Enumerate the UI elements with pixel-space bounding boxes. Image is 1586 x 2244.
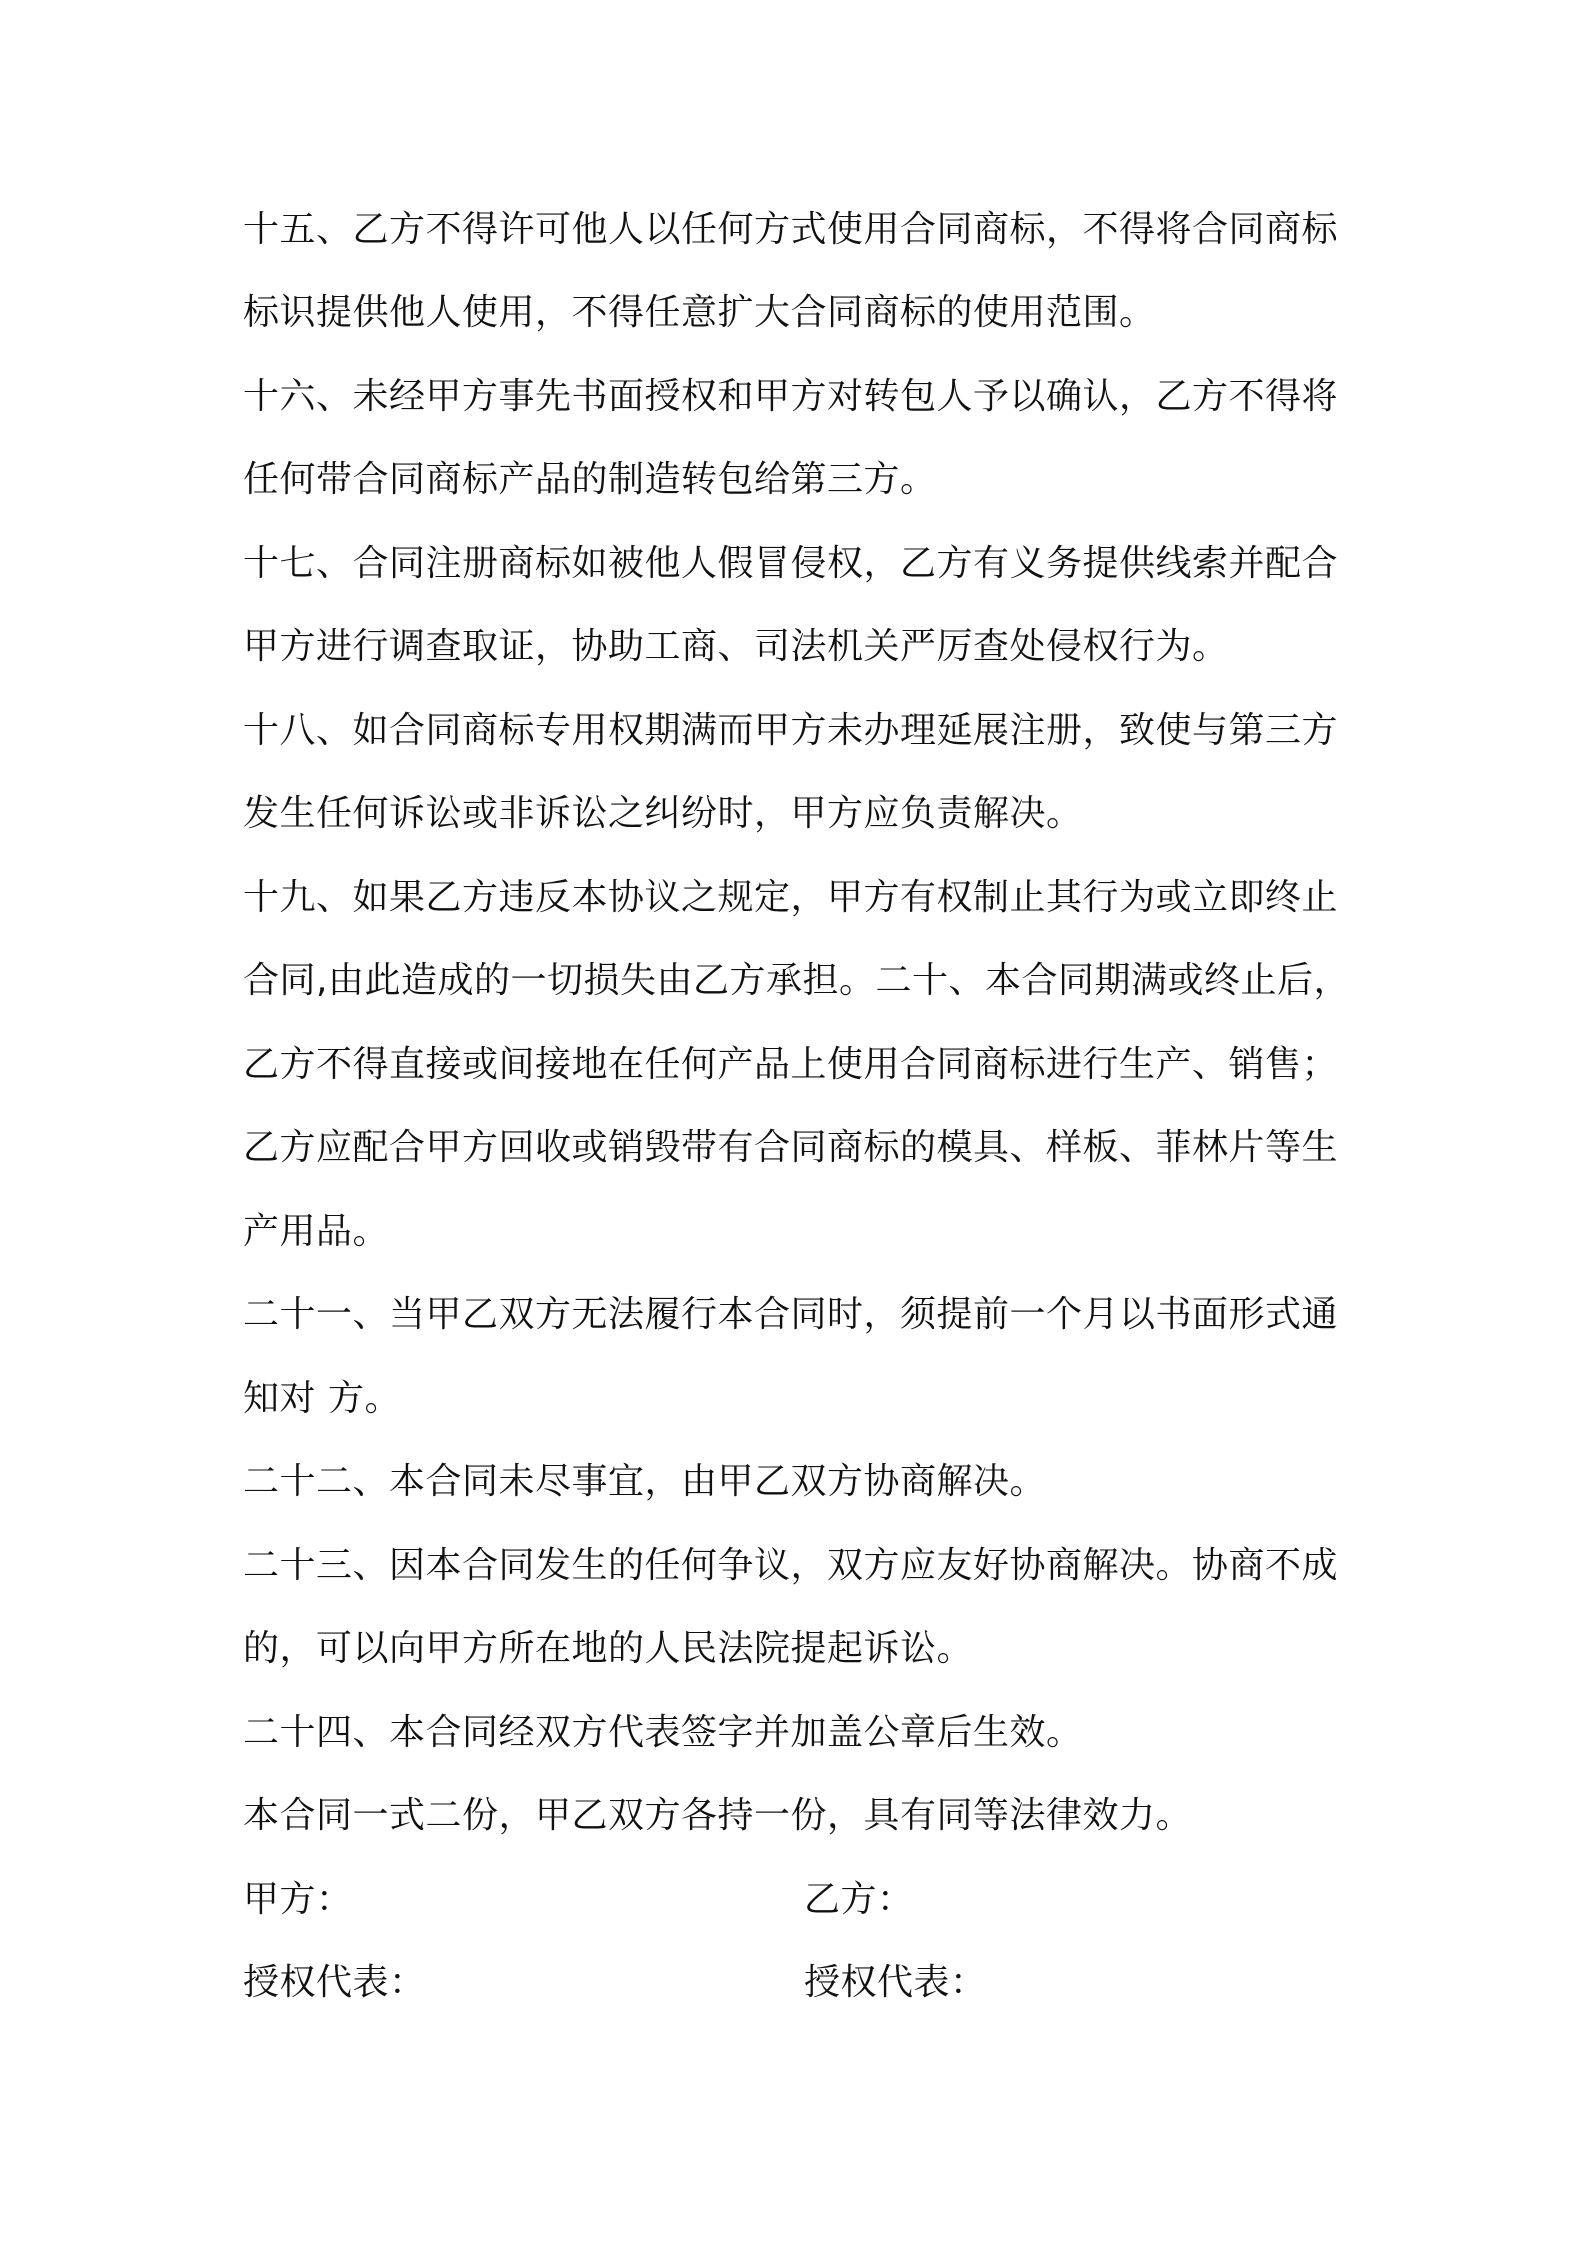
clause-21-line-1: 二十一、当甲乙双方无法履行本合同时，须提前一个月以书面形式通 (243, 1294, 1339, 1335)
clause-18-line-2: 发生任何诉讼或非诉讼之纠纷时，甲方应负责解决。 (243, 793, 1083, 834)
party-b-rep-label: 授权代表： (804, 1962, 987, 2003)
clause-15-line-2: 标识提供他人使用，不得任意扩大合同商标的使用范围。 (243, 292, 1156, 333)
party-a-rep-label: 授权代表： (243, 1962, 426, 2003)
clause-17-line-2: 甲方进行调查取证，协助工商、司法机关严厉查处侵权行为。 (243, 626, 1229, 667)
copies-statement: 本合同一式二份，甲乙双方各持一份，具有同等法律效力。 (243, 1795, 1193, 1836)
party-a-label: 甲方： (243, 1879, 353, 1920)
clause-22-line-1: 二十二、本合同未尽事宜，由甲乙双方协商解决。 (243, 1461, 1047, 1502)
clause-16-line-1: 十六、未经甲方事先书面授权和甲方对转包人予以确认，乙方不得将 (243, 376, 1339, 417)
clause-19-line-3: 乙方不得直接或间接地在任何产品上使用合同商标进行生产、销售； (243, 1044, 1339, 1085)
clause-23-line-2: 的，可以向甲方所在地的人民法院提起诉讼。 (243, 1628, 974, 1669)
clause-19-line-5: 产用品。 (243, 1211, 390, 1252)
clause-16-line-2: 任何带合同商标产品的制造转包给第三方。 (243, 459, 937, 500)
clause-18-line-1: 十八、如合同商标专用权期满而甲方未办理延展注册，致使与第三方 (243, 710, 1339, 751)
clause-19-line-2: 合同,由此造成的一切损失由乙方承担。二十、本合同期满或终止后， (243, 960, 1350, 1001)
clause-19-line-1: 十九、如果乙方违反本协议之规定，甲方有权制止其行为或立即终止 (243, 877, 1339, 918)
clause-15-line-1: 十五、乙方不得许可他人以任何方式使用合同商标，不得将合同商标 (243, 209, 1339, 250)
clause-24-line-1: 二十四、本合同经双方代表签字并加盖公章后生效。 (243, 1712, 1083, 1753)
clause-21-line-2: 知对 方。 (243, 1378, 401, 1419)
party-b-label: 乙方： (804, 1879, 914, 1920)
clause-19-line-4: 乙方应配合甲方回收或销毁带有合同商标的模具、样板、菲林片等生 (243, 1127, 1339, 1168)
clause-17-line-1: 十七、合同注册商标如被他人假冒侵权，乙方有义务提供线索并配合 (243, 543, 1339, 584)
clause-23-line-1: 二十三、因本合同发生的任何争议，双方应友好协商解决。协商不成 (243, 1545, 1339, 1586)
